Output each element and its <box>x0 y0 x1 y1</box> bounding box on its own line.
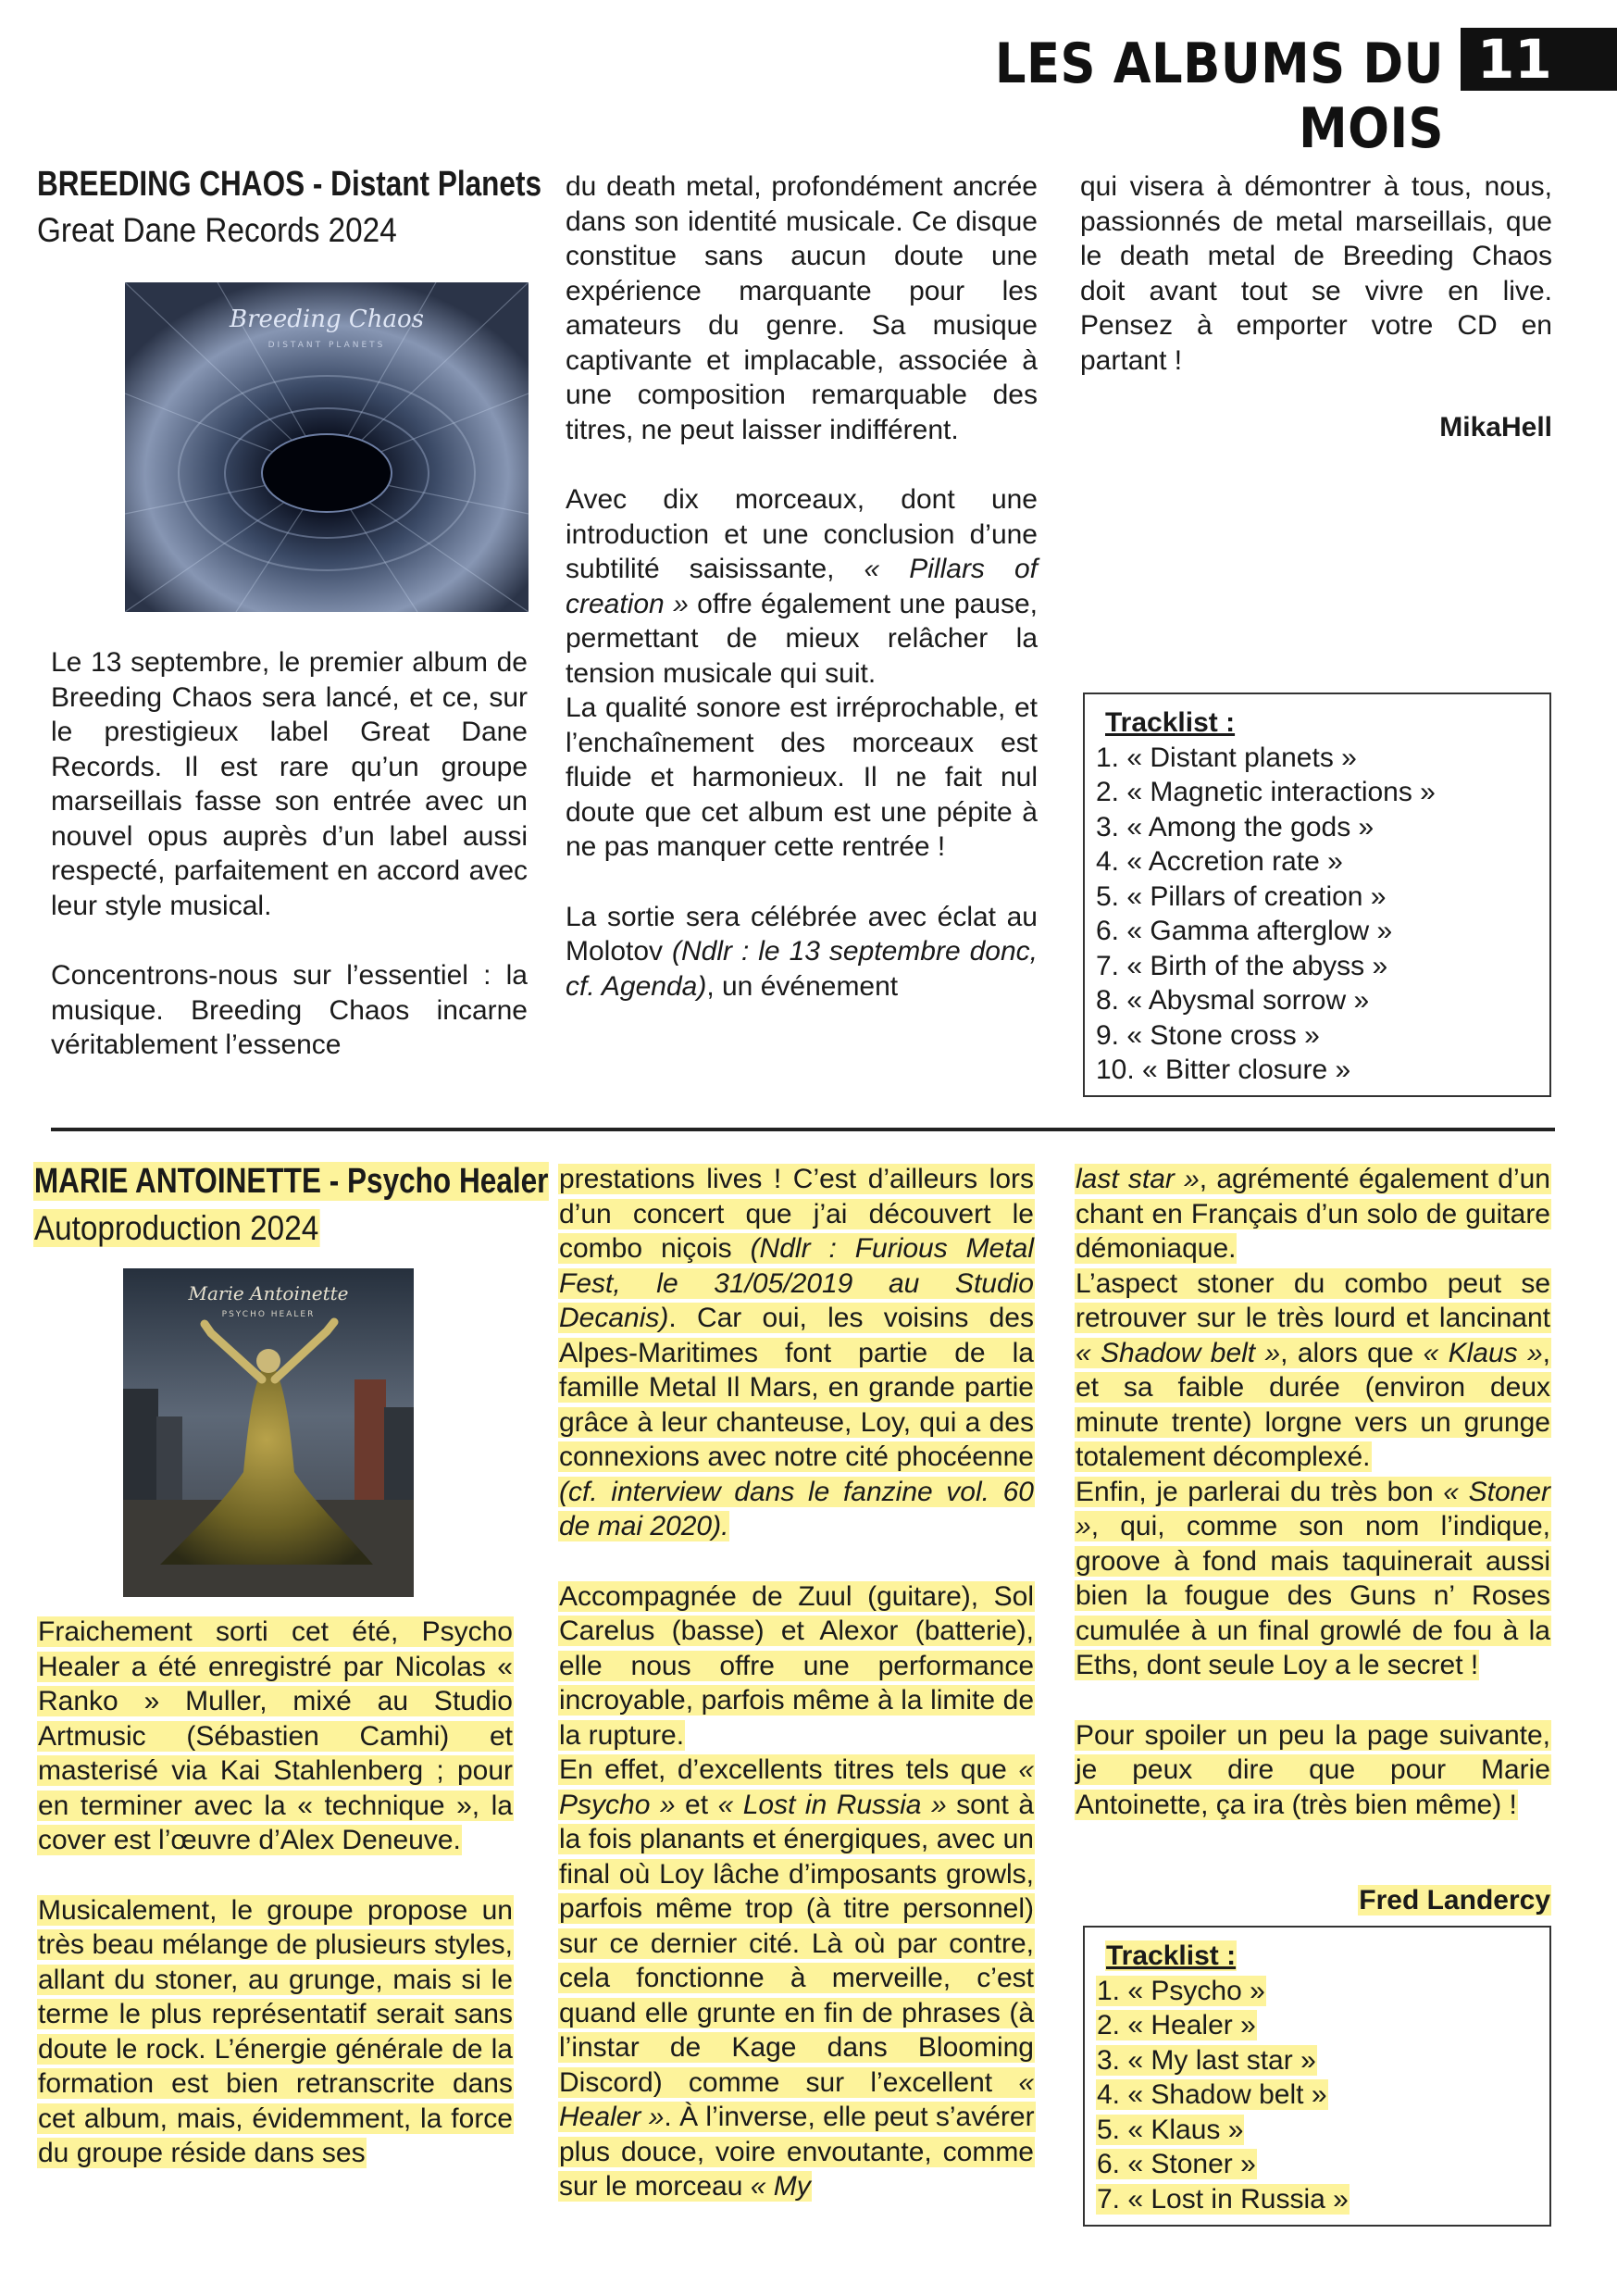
review-title-breeding-chaos: BREEDING CHAOS - Distant Planets <box>37 165 542 204</box>
track-item: 8. « Abysmal sorrow » <box>1096 985 1370 1016</box>
cover-art-distant-planets <box>125 282 529 612</box>
track-item: 5. « Klaus » <box>1097 2114 1244 2145</box>
cover-band-logo: Breeding Chaos <box>229 306 425 333</box>
track-item: 6. « Gamma afterglow » <box>1096 916 1393 946</box>
review2-paragraph: last star », agrémenté également d’un chant en Français d’un solo de guitare démoniaque. <box>1076 1164 1550 1264</box>
section-divider <box>51 1128 1555 1131</box>
review2-column-2 <box>558 1162 1035 2204</box>
review2-paragraph: Pour spoiler un peu la page suivante, je peux dire que pour Marie Antoinette, ça ira (très bien même) ! <box>1076 1719 1550 1820</box>
track-item: 7. « Birth of the abyss » <box>1096 950 1388 981</box>
review2-author: Fred Landercy <box>1359 1885 1550 1915</box>
review1-column-2 <box>566 169 1038 1004</box>
track-item: 3. « My last star » <box>1097 2044 1316 2076</box>
review1-paragraph: du death metal, profondément ancrée dans son identité musicale. Ce disque constitue sans aucun doute une expérience marquante pour les amateurs du genre. Sa musique captivante et implacable, associée à une composition remarquable des titres, ne peut laisser indifférent. <box>566 171 1038 445</box>
track-item: 10. « Bitter closure » <box>1096 1054 1351 1085</box>
album-cover-breeding-chaos <box>125 282 529 612</box>
review1-paragraph: Concentrons-nous sur l’essentiel : la musique. Breeding Chaos incarne véritablement l’essence <box>51 960 528 1060</box>
track-item: 4. « Shadow belt » <box>1097 2079 1327 2110</box>
review1-tracklist <box>1083 693 1551 1097</box>
album-cover-marie-antoinette <box>123 1268 414 1597</box>
track-item: 3. « Among the gods » <box>1096 811 1374 842</box>
page-number: 11 <box>1461 28 1617 91</box>
review1-author: MikaHell <box>1439 412 1552 443</box>
review1-paragraph: qui visera à démontrer à tous, nous, passionnés de metal marseillais, que le death metal de Breeding Chaos doit avant tout se vivre en live. Pensez à emporter votre CD en partant ! <box>1080 171 1552 376</box>
review2-paragraph: Enfin, je parlerai du très bon « Stoner », qui, comme son nom l’indique, groove à fond mais taquinerait aussi bien la fougue des Guns n’ Roses cumulée à un final growlé de fou à la Eths, dont seule Loy a le secret ! <box>1076 1476 1550 1680</box>
review1-paragraph: La qualité sonore est irréprochable, et l’enchaînement des morceaux est fluide et harmonieux. Il ne fait nul doute que cet album est une pépite à ne pas manquer cette rentrée ! <box>566 693 1038 862</box>
review2-paragraph: Fraichement sorti cet été, Psycho Healer a été enregistré par Nicolas « Ranko » Muller, mixé au Studio Artmusic (Sébastien Camhi) et masterisé via Kai Stahlenberg ; pour en terminer avec la « technique », la cover est l’œuvre d’Alex Deneuve. <box>38 1616 513 1855</box>
review2-tracklist <box>1083 1926 1551 2227</box>
review-title-marie-antoinette: MARIE ANTOINETTE - Psycho Healer <box>33 1162 549 1201</box>
track-item: 5. « Pillars of creation » <box>1096 880 1387 912</box>
review2-paragraph: En effet, d’excellents titres tels que « Psycho » et « Lost in Russia » sont à la fois planants et énergiques, avec un final où Loy lâche d’imposants growls, parfois même trop (à titre personnel) sur ce dernier cité. Là où par contre, cela fonctionne à merveille, c’est quand elle grunte en fin de phrases (à l’instar de Kage dans Blooming Discord) comme sur l’excellent « Healer ». À l’inverse, elle peut s’avérer plus douce, voire envoutante, comme sur le morceau « My <box>559 1754 1035 2202</box>
review2-paragraph: prestations lives ! C’est d’ailleurs lors d’un concert que j’ai découvert le combo niçois (Ndlr : Furious Metal Fest, le 31/05/2019 au Studio Decanis). Car oui, les voisins des Alpes-Maritimes font partie de la famille Metal Il Mars, en grande partie grâce à leur chanteuse, Loy, qui a des connexions avec notre cité phocéenne (cf. interview dans le fanzine vol. 60 de mai 2020). <box>559 1164 1034 1541</box>
section-title: LES ALBUMS DU MOIS <box>994 31 1444 161</box>
review1-paragraph: La sortie sera célébrée avec éclat au Molotov (Ndlr : le 13 septembre donc, cf. Agenda), un événement <box>566 901 1038 1002</box>
track-item: 4. « Accretion rate » <box>1096 846 1343 877</box>
cover-album-title: PSYCHO HEALER <box>221 1310 316 1319</box>
review2-paragraph: Accompagnée de Zuul (guitare), Sol Carelus (basse) et Alexor (batterie), elle nous offre une performance incroyable, parfois même à la limite de la rupture. <box>559 1580 1034 1751</box>
track-item: 7. « Lost in Russia » <box>1097 2183 1349 2215</box>
review-label-breeding-chaos: Great Dane Records 2024 <box>37 211 397 249</box>
review2-column-1 <box>37 1615 514 2171</box>
review2-paragraph: L’aspect stoner du combo peut se retrouver sur le très lourd et lancinant « Shadow belt », alors que « Klaus », et sa faible durée (environ deux minute trente) lorgne vers un grunge totalement décomplexé. <box>1076 1267 1551 1472</box>
tracklist-title: Tracklist : <box>1105 707 1236 738</box>
review2-column-3 <box>1075 1162 1551 1822</box>
review1-column-1 <box>51 645 528 1063</box>
review1-paragraph: Le 13 septembre, le premier album de Breeding Chaos sera lancé, et ce, sur le prestigieux label Great Dane Records. Il est rare qu’un groupe marseillais fasse son entrée avec un nouvel opus auprès d’un label aussi respecté, parfaitement en accord avec leur style musical. <box>51 647 528 921</box>
track-item: 1. « Psycho » <box>1097 1975 1265 2006</box>
review1-column-3 <box>1080 169 1552 378</box>
cover-art-psycho-healer <box>123 1268 414 1597</box>
review2-paragraph: Musicalement, le groupe propose un très beau mélange de plusieurs styles, allant du stoner, au grunge, mais si le terme le plus représentatif serait sans doute le rock. L’énergie générale de la formation est bien retranscrite dans cet album, mais, évidemment, la force du groupe réside dans ses <box>38 1894 513 2168</box>
track-item: 2. « Healer » <box>1097 2010 1256 2040</box>
review-label-marie-antoinette: Autoproduction 2024 <box>33 1209 319 1247</box>
review1-paragraph: Avec dix morceaux, dont une introduction et une conclusion d’une subtilité saisissante, « Pillars of creation » offre également une pause, permettant de mieux relâcher la tension musicale qui suit. <box>566 484 1038 689</box>
cover-band-logo: Marie Antoinette <box>188 1282 349 1304</box>
tracklist-title: Tracklist : <box>1106 1940 1237 1971</box>
track-item: 9. « Stone cross » <box>1096 1019 1320 1051</box>
track-item: 1. « Distant planets » <box>1096 742 1357 773</box>
track-item: 6. « Stoner » <box>1097 2149 1256 2179</box>
track-item: 2. « Magnetic interactions » <box>1096 777 1436 807</box>
cover-album-title: DISTANT PLANETS <box>267 341 386 350</box>
